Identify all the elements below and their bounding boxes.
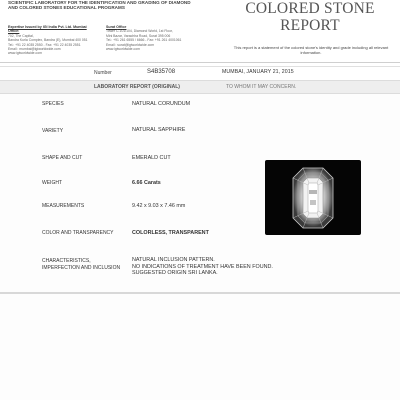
mumbai-office-line: Bandra Kurla Complex, Bandra (E), Mumbai 400 051: [8, 38, 88, 43]
surat-office-block: [106, 25, 206, 51]
report-header: [0, 0, 400, 66]
lab-name: SCIENTIFIC LABORATORY FOR THE IDENTIFICATION AND GRADING OF DIAMOND AND COLORED STONES EDUCATIONAL PROGRAMS: [8, 0, 191, 11]
mumbai-office-heading: Expertise Issued by IGI India Pvt. Ltd. Mumbai Office:: [8, 25, 87, 34]
lab-report-label: LABORATORY REPORT (ORIGINAL): [94, 84, 180, 90]
report-date: MUMBAI, JANUARY 21, 2015: [222, 69, 294, 75]
surat-office-line: Email : surat@igiworldwide.com: [106, 42, 155, 47]
surat-office-line: Tower C-101/104, Diamond World, 1st Floor,: [106, 29, 173, 34]
report-title-line: COLORED STONE: [245, 0, 375, 17]
variety-label: VARIETY: [42, 128, 64, 134]
species-label: SPECIES: [42, 101, 64, 107]
addressee: TO WHOM IT MAY CONCERN.: [226, 84, 297, 90]
species-value: NATURAL CORUNDUM: [132, 101, 191, 107]
characteristics-label: [42, 258, 120, 271]
characteristics-label-line: CHARACTERISTICS,: [42, 258, 91, 264]
report-number-label: Number: [94, 70, 112, 76]
lab-report-band: [0, 80, 400, 94]
characteristics-value: [132, 257, 273, 277]
surat-office-line: Tel.: +91 261 6555 / 6666 - Fax: +91 261 4001061: [106, 38, 182, 43]
characteristics-value-line: NATURAL INCLUSION PATTERN.: [132, 257, 215, 263]
gemstone-illustration: [265, 160, 361, 235]
mumbai-office-line: Email : mumbai@igiworldwide.com: [8, 47, 61, 52]
mumbai-office-block: [8, 25, 96, 56]
characteristics-value-line: SUGGESTED ORIGIN SRI LANKA.: [132, 270, 218, 277]
measurements-value: 9.42 x 9.03 x 7.46 mm: [132, 203, 186, 209]
report-title: [228, 0, 392, 34]
mumbai-office-line: 702, The Capital,: [8, 33, 34, 38]
shape-cut-value: EMERALD CUT: [132, 155, 171, 161]
surat-office-line: www.igiworldwide.com: [106, 47, 140, 52]
measurements-label: MEASUREMENTS: [42, 203, 85, 209]
surat-office-line: Mini Bazar, Varachha Road, Surat 395 006: [106, 33, 171, 38]
color-transparency-value: COLORLESS, TRANSPARENT: [132, 230, 209, 236]
report-number-value: S4B35708: [147, 69, 176, 75]
report-note: This report is a statement of the colored stone's identity and grade including all relevant information.: [233, 45, 389, 55]
surat-office-heading: Surat Office: [106, 25, 127, 29]
color-transparency-label: COLOR AND TRANSPARENCY: [42, 230, 114, 236]
report-title-line: REPORT: [280, 17, 340, 34]
weight-label: WEIGHT: [42, 180, 62, 186]
header-divider: [0, 62, 400, 63]
characteristics-label-line: IMPERFECTION AND INCLUSION: [42, 264, 121, 271]
mumbai-office-line: Tel.: +91 22 4035 2550 - Fax: +91 22 4035 2551: [8, 42, 81, 47]
weight-value: 6.66 Carats: [132, 180, 161, 186]
shape-cut-label: SHAPE AND CUT: [42, 155, 83, 161]
gemstone-photo: [265, 160, 361, 235]
characteristics-value-line: NO INDICATIONS OF TREATMENT HAVE BEEN FOUND.: [132, 263, 273, 270]
mumbai-office-line: www.igiworldwide.com: [8, 51, 42, 56]
report-number-band: [0, 66, 400, 80]
footer-divider: [0, 292, 400, 294]
variety-value: NATURAL SAPPHIRE: [132, 127, 186, 133]
